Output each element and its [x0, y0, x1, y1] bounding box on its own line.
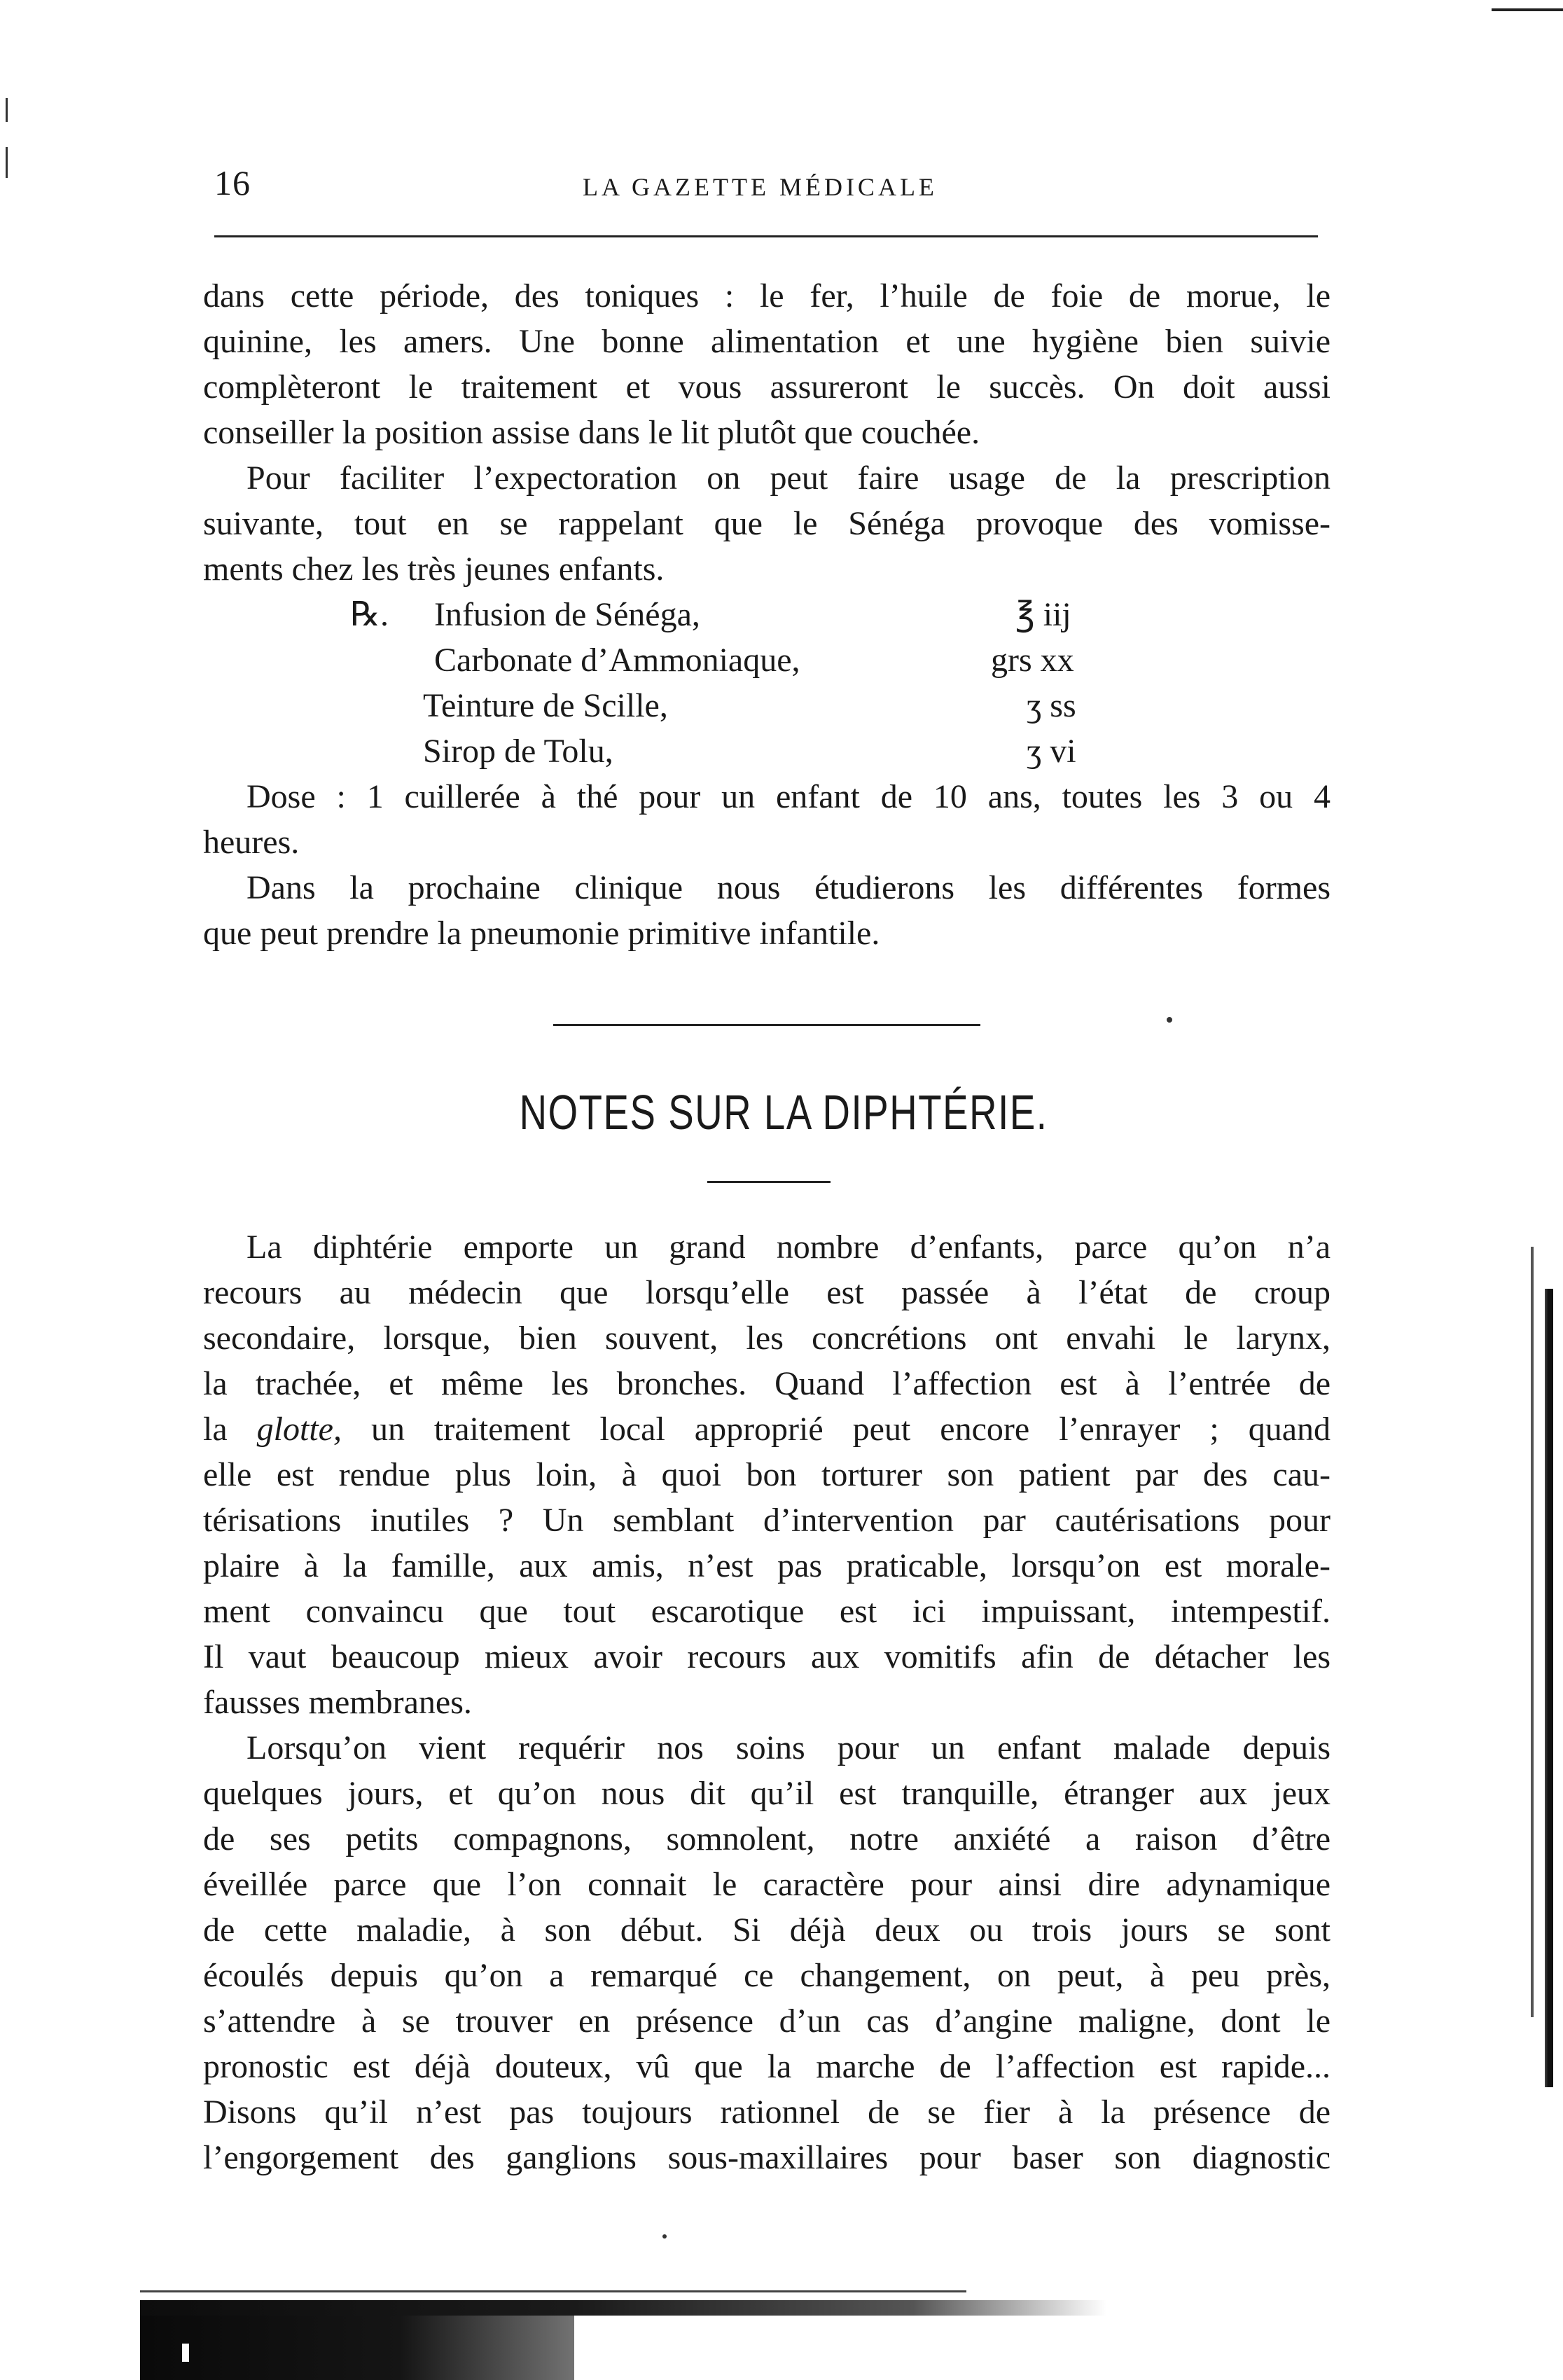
scan-smear-line: [140, 2290, 966, 2292]
text-run: un traitement local approprié peut encore l’enrayer ; quand: [341, 1411, 1331, 1448]
running-title: LA GAZETTE MÉDICALE: [583, 173, 938, 201]
prescription-item-dose: ℥ iij: [1015, 596, 1071, 633]
text-line: de cette maladie, à son début. Si déjà deux ou trois jours se sont: [203, 1911, 1331, 1949]
paragraph: [203, 865, 1331, 956]
scan-smear-block: [140, 2316, 574, 2380]
text-line: ments chez les très jeunes enfants.: [203, 551, 665, 588]
text-line: Il vaut beaucoup mieux avoir recours aux vomitifs afin de détacher les: [203, 1638, 1331, 1675]
stray-dot: [662, 2234, 667, 2239]
text-line: heures.: [203, 824, 300, 861]
text-line: conseiller la position assise dans le lit plutôt que couchée.: [203, 414, 980, 451]
paragraph: [203, 455, 1331, 592]
text-line: éveillée parce que l’on connait le caractère pour ainsi dire adynamique: [203, 1866, 1331, 1903]
stray-dot: [1167, 1017, 1172, 1023]
prescription-item-name: Teinture de Scille,: [423, 687, 668, 724]
text-line: la trachée, et même les bronches. Quand l’affection est à l’entrée de: [203, 1365, 1331, 1402]
page-number: 16: [214, 163, 251, 202]
prescription-item-dose: grs xx: [991, 642, 1074, 679]
text-line: [203, 1406, 1331, 1452]
section-title: NOTES SUR LA DIPHTÉRIE.: [519, 1085, 1048, 1140]
scan-edge-tick: [6, 98, 8, 122]
prescription-item-name: Infusion de Sénéga,: [434, 596, 700, 633]
text-line: plaire à la famille, aux amis, n’est pas praticable, lorsqu’on est morale-: [203, 1547, 1331, 1584]
text-line: Dans la prochaine clinique nous étudierons les différentes formes: [246, 869, 1331, 906]
paragraph: [203, 1725, 1331, 2180]
text-line: s’attendre à se trouver en présence d’un cas d’angine maligne, dont le: [203, 2002, 1331, 2040]
text-line: recours au médecin que lorsqu’elle est passée à l’état de croup: [203, 1274, 1331, 1311]
text-line: elle est rendue plus loin, à quoi bon torturer son patient par des cau-: [203, 1456, 1331, 1493]
paragraph: [203, 1224, 1331, 1725]
header-rule: [214, 235, 1318, 237]
text-line: Pour faciliter l’expectoration on peut faire usage de la prescription: [246, 459, 1331, 497]
text-line: secondaire, lorsque, bien souvent, les concrétions ont envahi le larynx,: [203, 1320, 1331, 1357]
text-line: l’engorgement des ganglions sous-maxillaires pour baser son diagnostic: [203, 2139, 1331, 2176]
section-rule: [553, 1024, 980, 1026]
text-line: quinine, les amers. Une bonne alimentation et une hygiène bien suivie: [203, 323, 1331, 360]
prescription-symbol: ℞.: [350, 596, 389, 633]
text-line: écoulés depuis qu’on a remarqué ce changement, on peut, à peu près,: [203, 1957, 1331, 1994]
scan-smear-dot: [182, 2344, 189, 2362]
text-line: La diphtérie emporte un grand nombre d’enfants, parce qu’on n’a: [246, 1229, 1331, 1266]
text-line: quelques jours, et qu’on nous dit qu’il est tranquille, étranger aux jeux: [203, 1775, 1331, 1812]
page-header: [214, 162, 1318, 212]
italic-word: glotte,: [256, 1411, 342, 1448]
text-line: de ses petits compagnons, somnolent, notre anxiété a raison d’être: [203, 1820, 1331, 1857]
paragraph: [203, 774, 1331, 865]
scan-edge-mark: [1492, 8, 1563, 11]
text-line: complèteront le traitement et vous assureront le succès. On doit aussi: [203, 368, 1331, 406]
text-line: Lorsqu’on vient requérir nos soins pour un enfant malade depuis: [246, 1729, 1331, 1766]
text-line: ment convaincu que tout escarotique est ici impuissant, intempestif.: [203, 1593, 1331, 1630]
text-line: fausses membranes.: [203, 1684, 472, 1721]
text-line: suivante, tout en se rappelant que le Sénéga provoque des vomisse-: [203, 505, 1331, 542]
scan-smear-bar: [140, 2300, 1106, 2316]
text-line: Disons qu’il n’est pas toujours rationnel de se fier à la présence de: [203, 2094, 1331, 2131]
prescription-item-name: Sirop de Tolu,: [423, 733, 613, 770]
text-line: térisations inutiles ? Un semblant d’intervention par cautérisations pour: [203, 1502, 1331, 1539]
section-rule: [707, 1181, 831, 1183]
scan-edge-tick: [6, 147, 8, 178]
prescription-item-name: Carbonate d’Ammoniaque,: [434, 642, 800, 679]
text-line: dans cette période, des toniques : le fer, l’huile de foie de morue, le: [203, 277, 1331, 314]
paragraph: [203, 273, 1331, 455]
text-line: pronostic est déjà douteux, vû que la marche de l’affection est rapide...: [203, 2048, 1331, 2085]
text-line: Dose : 1 cuillerée à thé pour un enfant de 10 ans, toutes les 3 ou 4: [246, 778, 1331, 815]
prescription-item-dose: ʒ ss: [1027, 687, 1076, 724]
prescription-item-dose: ʒ vi: [1027, 733, 1076, 770]
scan-edge-shadow: [1545, 1289, 1553, 2087]
scan-smear: [140, 2285, 1190, 2380]
text-run: la: [203, 1411, 257, 1448]
text-line: que peut prendre la pneumonie primitive infantile.: [203, 915, 880, 952]
scan-edge-shadow: [1531, 1247, 1534, 2017]
